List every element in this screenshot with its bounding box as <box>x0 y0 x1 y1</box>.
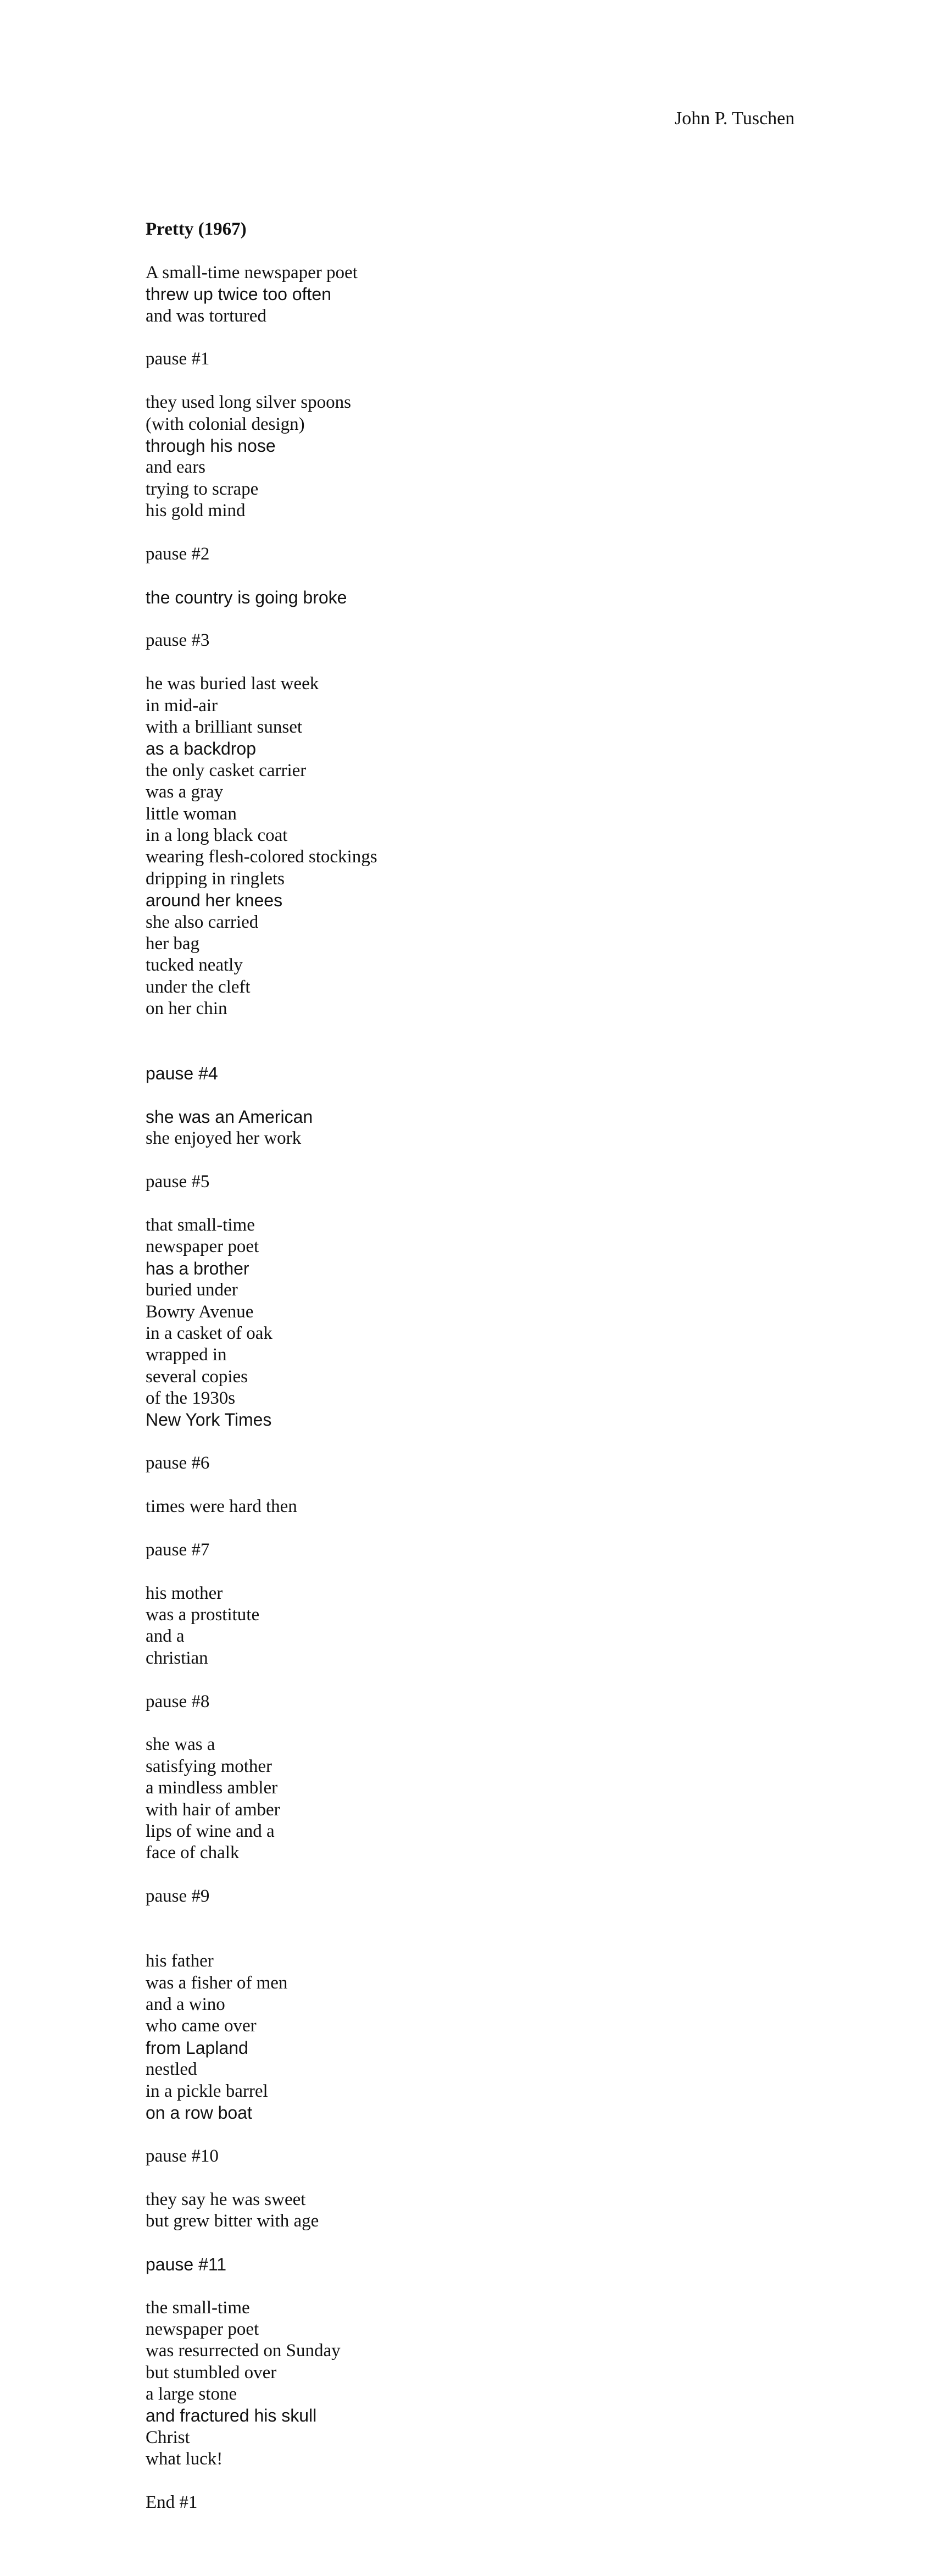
poem-line: wearing flesh-colored stockings <box>146 847 377 867</box>
poem-line: New York Times <box>146 1410 272 1430</box>
poem-line: they used long silver spoons <box>146 392 351 413</box>
poem-line: from Lapland <box>146 2037 248 2058</box>
poem-line: with a brilliant sunset <box>146 717 303 737</box>
poem-line: as a backdrop <box>146 739 257 759</box>
poem-line: nestled <box>146 2059 197 2080</box>
poem-line: has a brother <box>146 1258 249 1278</box>
poem-line: through his nose <box>146 435 276 456</box>
poem-line: what luck! <box>146 2449 223 2469</box>
section-marker: pause #6 <box>146 1453 210 1473</box>
poem-line: the country is going broke <box>146 587 347 607</box>
poem-line: but grew bitter with age <box>146 2211 319 2231</box>
poem-line: her bag <box>146 933 200 954</box>
poem-line: Bowry Avenue <box>146 1301 254 1322</box>
poem-line: the small-time <box>146 2297 250 2318</box>
stanza-break <box>146 652 750 673</box>
stanza-break <box>146 2167 750 2189</box>
poem-body <box>146 219 750 2513</box>
poem-line: trying to scrape <box>146 479 259 499</box>
poem-line: and a wino <box>146 1995 225 2015</box>
section-marker: pause #3 <box>146 630 210 651</box>
stanza-break <box>146 1431 750 1453</box>
poem-line: times were hard then <box>146 1497 297 1517</box>
stanza-break <box>146 1669 750 1691</box>
stanza-break <box>146 1929 750 1951</box>
poem-line: christian <box>146 1648 208 1668</box>
stanza-break <box>146 1193 750 1215</box>
stanza-break <box>146 1150 750 1171</box>
poem-line: of the 1930s <box>146 1388 236 1409</box>
poem-line: threw up twice too often <box>146 284 331 304</box>
stanza-break <box>146 1561 750 1582</box>
poem-line: under the cleft <box>146 977 251 997</box>
stanza-break <box>146 327 750 348</box>
poem-line: a large stone <box>146 2384 237 2405</box>
title-spacer <box>146 240 750 262</box>
poem-line: but stumbled over <box>146 2362 277 2383</box>
poem-line: several copies <box>146 1366 248 1387</box>
poem-line: his mother <box>146 1583 223 1603</box>
poem-line: his father <box>146 1951 214 1971</box>
poem-line: that small-time <box>146 1215 255 1235</box>
poem-lines <box>146 262 750 2514</box>
section-marker: pause #7 <box>146 1539 210 1560</box>
section-marker: pause #5 <box>146 1172 210 1192</box>
poem-line: newspaper poet <box>146 1237 259 1257</box>
poem-line: on a row boat <box>146 2102 252 2123</box>
poem-line: she was an American <box>146 1107 313 1127</box>
section-marker: End #1 <box>146 2492 198 2513</box>
stanza-break <box>146 2232 750 2253</box>
poem-line: and a <box>146 1626 185 1647</box>
poem-line: tucked neatly <box>146 955 243 976</box>
poem-line: little woman <box>146 804 237 824</box>
stanza-break <box>146 522 750 543</box>
stanza-break <box>146 1475 750 1496</box>
poem-line: she enjoyed her work <box>146 1128 302 1149</box>
poem-line: Christ <box>146 2427 190 2447</box>
poem-line: he was buried last week <box>146 674 319 694</box>
poem-line: wrapped in <box>146 1345 227 1365</box>
poem-line: satisfying mother <box>146 1756 273 1776</box>
section-marker: pause #1 <box>146 349 210 369</box>
section-marker: pause #9 <box>146 1886 210 1907</box>
stanza-break <box>146 370 750 392</box>
poem-line: was a gray <box>146 782 224 802</box>
poem-line: the only casket carrier <box>146 760 307 780</box>
author-name: John P. Tuschen <box>675 108 795 129</box>
poem-line: she also carried <box>146 912 259 932</box>
poem-line: around her knees <box>146 890 283 911</box>
poem-line: buried under <box>146 1280 238 1300</box>
poem-line: was a fisher of men <box>146 1973 288 1993</box>
poem-line: a mindless ambler <box>146 1778 278 1798</box>
poem-line: newspaper poet <box>146 2319 259 2339</box>
section-marker: pause #4 <box>146 1063 218 1084</box>
poem-line: she was a <box>146 1735 215 1755</box>
poem-line: and fractured his skull <box>146 2406 317 2426</box>
stanza-break <box>146 565 750 586</box>
poem-line: and was tortured <box>146 306 266 326</box>
poem-title: Pretty (1967) <box>146 219 247 239</box>
poem-line: was a prostitute <box>146 1605 260 1625</box>
poem-line: in a casket of oak <box>146 1323 273 1343</box>
poem-line: lips of wine and a <box>146 1821 275 1841</box>
poem-line: in a pickle barrel <box>146 2081 268 2101</box>
poem-line: and ears <box>146 457 206 478</box>
stanza-break <box>146 1713 750 1734</box>
stanza-break <box>146 1864 750 1886</box>
stanza-break <box>146 1020 750 1041</box>
stanza-break <box>146 608 750 630</box>
stanza-break <box>146 2470 750 2492</box>
poem-line: was resurrected on Sunday <box>146 2341 341 2361</box>
stanza-break <box>146 1085 750 1106</box>
poem-line: who came over <box>146 2016 257 2036</box>
poem-line: face of chalk <box>146 1843 240 1863</box>
poem-line: with hair of amber <box>146 1799 280 1820</box>
poem-line: in a long black coat <box>146 825 288 845</box>
stanza-break <box>146 2124 750 2145</box>
poem-line: they say he was sweet <box>146 2189 306 2209</box>
poem-line: his gold mind <box>146 501 246 521</box>
section-marker: pause #8 <box>146 1691 210 1711</box>
stanza-break <box>146 2275 750 2297</box>
section-marker: pause #11 <box>146 2254 227 2274</box>
stanza-break <box>146 1517 750 1539</box>
poem-line: (with colonial design) <box>146 414 305 434</box>
section-marker: pause #10 <box>146 2146 219 2166</box>
poem-line: dripping in ringlets <box>146 868 285 889</box>
stanza-break <box>146 1042 750 1063</box>
section-marker: pause #2 <box>146 544 210 564</box>
poem-line: on her chin <box>146 999 227 1019</box>
poem-line: in mid-air <box>146 695 218 716</box>
stanza-break <box>146 1907 750 1929</box>
poem-line: A small-time newspaper poet <box>146 262 358 282</box>
